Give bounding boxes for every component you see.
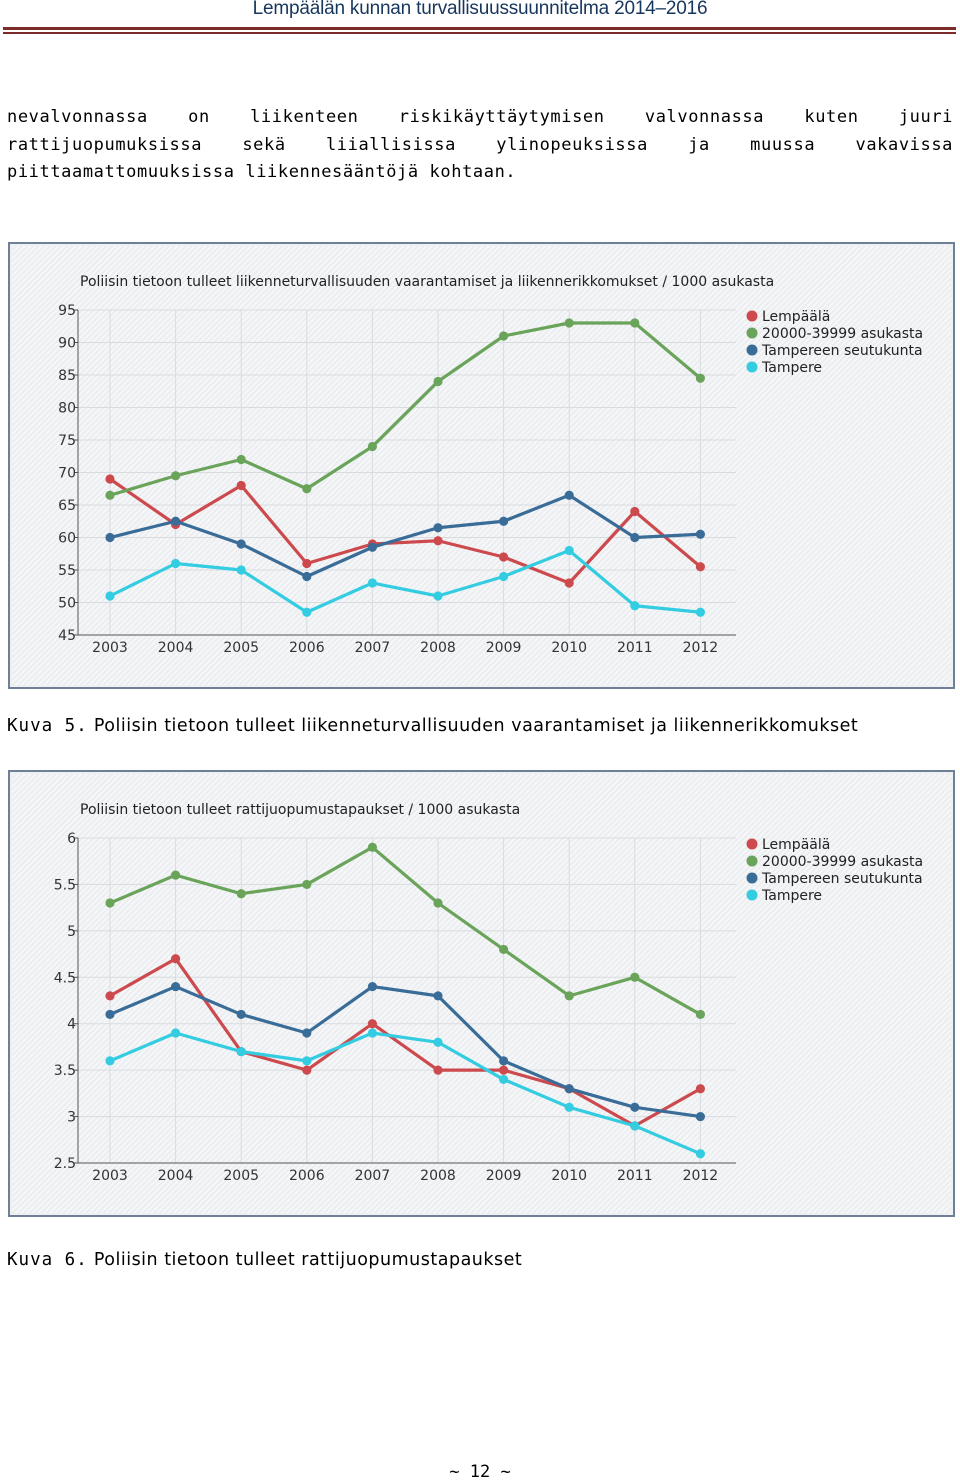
- data-point: [302, 1056, 311, 1065]
- data-point: [237, 889, 246, 898]
- data-point: [302, 484, 311, 493]
- y-tick-label: 3: [67, 1109, 76, 1126]
- data-point: [171, 1028, 180, 1037]
- data-point: [368, 1028, 377, 1037]
- data-point: [368, 982, 377, 991]
- data-point: [237, 455, 246, 464]
- data-point: [105, 491, 114, 500]
- data-point: [433, 536, 442, 545]
- data-point: [433, 1066, 442, 1075]
- data-point: [171, 871, 180, 880]
- x-tick-label: 2011: [616, 640, 653, 656]
- data-point: [171, 954, 180, 963]
- legend-label: Lempäälä: [762, 837, 831, 853]
- data-point: [565, 318, 574, 327]
- chart-svg: [10, 772, 953, 1215]
- header-title: Lempäälän kunnan turvallisuussuunnitelma 2014–2016: [252, 0, 708, 19]
- x-tick-label: 2010: [551, 1168, 588, 1184]
- chart-title: Poliisin tietoon tulleet liikenneturvallisuuden vaarantamiset ja liikennerikkomukset / 1000 asukasta: [80, 274, 775, 290]
- data-point: [105, 591, 114, 600]
- x-tick-label: 2003: [92, 1168, 128, 1184]
- data-point: [302, 572, 311, 581]
- x-tick-label: 2003: [92, 640, 128, 656]
- page-number: ~ 12 ~: [449, 1462, 511, 1482]
- header-rule: [3, 27, 956, 30]
- data-point: [630, 973, 639, 982]
- x-tick-label: 2009: [485, 1168, 522, 1184]
- data-point: [302, 1066, 311, 1075]
- legend-marker: [747, 873, 758, 884]
- x-tick-label: 2008: [420, 640, 456, 656]
- data-point: [171, 517, 180, 526]
- x-tick-label: 2009: [485, 640, 522, 656]
- legend-marker: [747, 890, 758, 901]
- legend-marker: [747, 362, 758, 373]
- data-point: [499, 331, 508, 340]
- y-tick-label: 65: [58, 498, 76, 514]
- y-tick-label: 4.5: [53, 970, 76, 987]
- y-tick-label: 5.5: [53, 877, 76, 894]
- y-tick-label: 85: [58, 368, 76, 384]
- y-tick-label: 55: [58, 563, 76, 579]
- y-tick-label: 75: [58, 433, 76, 449]
- x-tick-label: 2006: [288, 640, 325, 656]
- chart-traffic-violations: [8, 242, 955, 689]
- data-point: [302, 1028, 311, 1037]
- data-point: [499, 517, 508, 526]
- y-tick-label: 70: [58, 465, 76, 482]
- chart-title: Poliisin tietoon tulleet rattijuopumustapaukset / 1000 asukasta: [80, 802, 521, 818]
- data-point: [237, 481, 246, 490]
- body-paragraph: nevalvonnassa on liikenteen riskikäyttäytymisen valvonnassa kuten juuri rattijuopumuksissa sekä liiallisissa ylinopeuksissa ja muussa vakavissa piittaamattomuuksissa liikennesääntöjä kohtaan.: [7, 107, 953, 182]
- data-point: [696, 562, 705, 571]
- data-point: [105, 991, 114, 1000]
- y-tick-label: 60: [58, 530, 76, 547]
- y-tick-label: 50: [58, 595, 76, 612]
- data-point: [105, 533, 114, 542]
- data-point: [696, 374, 705, 383]
- data-point: [105, 1056, 114, 1065]
- data-point: [368, 578, 377, 587]
- data-point: [237, 1010, 246, 1019]
- data-point: [433, 523, 442, 532]
- series-line-2: [110, 987, 700, 1117]
- data-point: [630, 1103, 639, 1112]
- data-point: [499, 1056, 508, 1065]
- y-tick-label: 45: [58, 628, 76, 644]
- data-point: [302, 608, 311, 617]
- data-point: [171, 559, 180, 568]
- legend-marker: [747, 345, 758, 356]
- data-point: [499, 552, 508, 561]
- data-point: [630, 318, 639, 327]
- x-tick-label: 2012: [682, 1168, 719, 1184]
- x-tick-label: 2004: [157, 640, 194, 656]
- legend-marker: [747, 328, 758, 339]
- data-point: [302, 559, 311, 568]
- data-point: [696, 530, 705, 539]
- header-rule-thin: [3, 32, 956, 34]
- data-point: [368, 543, 377, 552]
- data-point: [171, 982, 180, 991]
- data-point: [105, 474, 114, 483]
- legend-marker: [747, 311, 758, 322]
- data-point: [499, 1066, 508, 1075]
- data-point: [433, 898, 442, 907]
- y-tick-label: 3.5: [53, 1063, 76, 1080]
- data-point: [565, 491, 574, 500]
- x-tick-label: 2010: [551, 640, 588, 656]
- data-point: [565, 1103, 574, 1112]
- data-point: [302, 880, 311, 889]
- y-tick-label: 6: [67, 831, 76, 847]
- legend-label: 20000-39999 asukasta: [762, 326, 924, 342]
- data-point: [237, 539, 246, 548]
- x-tick-label: 2012: [682, 640, 719, 656]
- x-tick-label: 2011: [616, 1168, 653, 1184]
- data-point: [696, 1112, 705, 1121]
- y-tick-label: 2.5: [53, 1156, 76, 1172]
- data-point: [565, 991, 574, 1000]
- series-line-1: [110, 323, 700, 495]
- legend-label: Tampere: [762, 360, 823, 376]
- y-tick-label: 5: [67, 923, 76, 940]
- x-tick-label: 2005: [223, 1168, 260, 1184]
- data-point: [433, 1038, 442, 1047]
- caption-label: Kuva 6.: [7, 1250, 88, 1270]
- data-point: [696, 1149, 705, 1158]
- data-point: [105, 898, 114, 907]
- data-point: [171, 471, 180, 480]
- x-tick-label: 2004: [157, 1168, 194, 1184]
- legend-marker: [747, 856, 758, 867]
- y-tick-label: 4: [67, 1016, 76, 1033]
- legend-label: Tampereen seutukunta: [762, 343, 923, 359]
- data-point: [368, 1019, 377, 1028]
- legend-label: 20000-39999 asukasta: [762, 854, 924, 870]
- legend-marker: [747, 839, 758, 850]
- data-point: [565, 1084, 574, 1093]
- chart-drunk-driving: [8, 770, 955, 1217]
- data-point: [630, 533, 639, 542]
- data-point: [368, 442, 377, 451]
- series-line-0: [110, 479, 700, 583]
- y-tick-label: 95: [58, 303, 76, 319]
- x-tick-label: 2006: [288, 1168, 325, 1184]
- x-tick-label: 2007: [354, 640, 391, 656]
- data-point: [237, 565, 246, 574]
- data-point: [565, 578, 574, 587]
- page-header: [0, 0, 960, 36]
- data-point: [499, 945, 508, 954]
- data-point: [433, 591, 442, 600]
- x-tick-label: 2008: [420, 1168, 456, 1184]
- legend-label: Tampere: [762, 888, 823, 904]
- data-point: [696, 1084, 705, 1093]
- x-tick-label: 2007: [354, 1168, 391, 1184]
- y-tick-label: 80: [58, 400, 76, 417]
- series-line-3: [110, 1033, 700, 1154]
- caption-text: Poliisin tietoon tulleet liikenneturvallisuuden vaarantamiset ja liikennerikkomukset: [93, 716, 859, 736]
- data-point: [433, 991, 442, 1000]
- legend-label: Tampereen seutukunta: [762, 871, 923, 887]
- legend-label: Lempäälä: [762, 309, 831, 325]
- data-point: [499, 1075, 508, 1084]
- y-tick-label: 90: [58, 335, 76, 352]
- data-point: [433, 377, 442, 386]
- data-point: [565, 546, 574, 555]
- figure-caption-6: [7, 1250, 522, 1270]
- data-point: [696, 608, 705, 617]
- x-tick-label: 2005: [223, 640, 260, 656]
- data-point: [630, 601, 639, 610]
- data-point: [368, 843, 377, 852]
- data-point: [105, 1010, 114, 1019]
- data-point: [630, 1121, 639, 1130]
- caption-text: Poliisin tietoon tulleet rattijuopumustapaukset: [93, 1250, 523, 1270]
- data-point: [696, 1010, 705, 1019]
- data-point: [237, 1047, 246, 1056]
- chart-svg: [10, 244, 953, 687]
- data-point: [499, 572, 508, 581]
- data-point: [630, 507, 639, 516]
- caption-label: Kuva 5.: [7, 716, 88, 736]
- figure-caption-5: [7, 716, 858, 736]
